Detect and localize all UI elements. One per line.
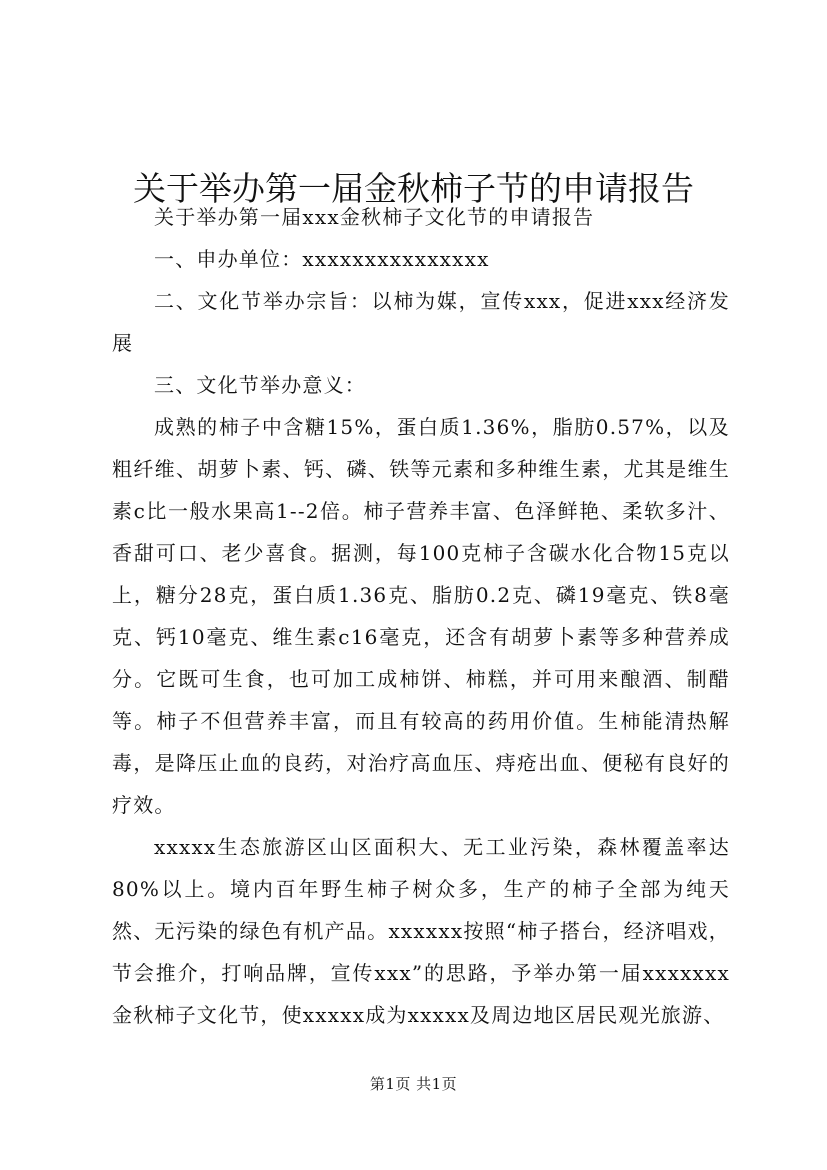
paragraph-significance-heading: 三、文化节举办意义： bbox=[154, 373, 366, 397]
document-title: 关于举办第一届金秋柿子节的申请报告 bbox=[133, 169, 694, 209]
page-footer: 第1页 共1页 bbox=[369, 1075, 458, 1093]
paragraph-nutrition: 成熟的柿子中含糖15%，蛋白质1.36%，脂肪0.57%，以及粗纤维、胡萝卜素、钙、磷、铁等元素和多种维生素，尤其是维生素c比一般水果高1--2倍。柿子营养丰富、色泽鲜艳、柔软多汁、香甜可口、老少喜食。据测，每100克柿子含碳水化合物15克以上，糖分28克，蛋白质1.36克、脂肪0.2克、磷19毫克、铁8毫克、钙10毫克、维生素c16毫克，还含有胡萝卜素等多种营养成分。它既可生食，也可加工成柿饼、柿糕，并可用来酿酒、制醋等。柿子不但营养丰富，而且有较高的药用价值。生柿能清热解毒，是降压止血的良药，对治疗高血压、痔疮出血、便秘有良好的疗效。 bbox=[112, 415, 730, 817]
paragraph-tourism: xxxxx生态旅游区山区面积大、无工业污染，森林覆盖率达80%以上。境内百年野生柿子树众多，生产的柿子全部为纯天然、无污染的绿色有机产品。xxxxxx按照“柿子搭台，经济唱戏，节会推介，打响品牌，宣传xxx”的思路，予举办第一届xxxxxxx金秋柿子文化节，使xxxxx成为xxxxx及周边地区居民观光旅游、 bbox=[112, 835, 730, 1027]
paragraph-subtitle: 关于举办第一届xxx金秋柿子文化节的申请报告 bbox=[154, 205, 595, 229]
paragraph-applicant: 一、申办单位：xxxxxxxxxxxxxxx bbox=[154, 247, 490, 271]
paragraph-purpose: 二、文化节举办宗旨：以柿为媒，宣传xxx，促进xxx经济发展 bbox=[112, 289, 730, 355]
document-body bbox=[112, 196, 730, 1036]
